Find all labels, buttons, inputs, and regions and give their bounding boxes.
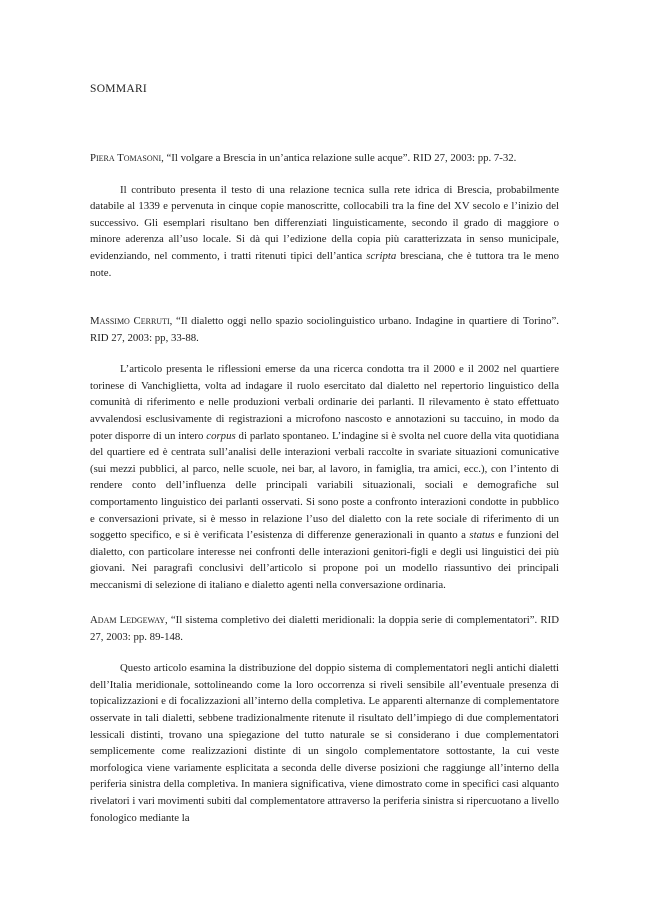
entry-citation <box>90 612 559 645</box>
entry-author: Adam Ledgeway <box>90 614 166 626</box>
abstract-text: di parlato spontaneo. L’indagine si è svolta nel cuore della vita quotidiana del quartiere ed è centrata sull’analisi delle interazioni verbali raccolte in svariate situazioni comunicative (sui mezzi pubblici, al parco, nelle scuole, nei bar, al lavoro, in famiglia, tra amici, ecc.), con l’intento di rendere conto dell’influenza delle principali variabili situazionali, sociali e demografiche sul comportamento linguistico dei parlanti osservati. Si sono poste a confronto interazioni condotte in pubblico e conversazioni private, si è messo in relazione l’uso del dialetto con la rete sociale di riferimento di un soggetto specifico, e si è verificata l’esistenza di differenze generazionali in quanto a <box>90 429 559 542</box>
entry-title-reference: , “Il sistema completivo dei dialetti meridionali: la doppia serie di complementatori”. RID 27, 2003: pp. 89-148. <box>90 614 560 643</box>
entry-abstract <box>90 660 559 826</box>
italic-term: corpus <box>206 429 236 442</box>
summary-entry-3 <box>90 612 559 826</box>
entry-citation <box>90 313 559 346</box>
entry-abstract <box>90 361 559 593</box>
abstract-text: Questo articolo esamina la distribuzione del doppio sistema di complementatori negli antichi dialetti dell’Italia meridionale, sottolineando come la loro occorrenza si riveli sensibile all’eventuale presenza di topicalizzazioni e di focalizzazioni all’interno della completiva. Le apparenti alternanze di complementatore osservate in tali dialetti, sebbene tradizionalmente ritenute il risultato dell’impiego di due complementatori lessicali distinti, trovano una spiegazione del tutto naturale se si considerano i due complementatori semplicemente come realizzazioni distinte di un singolo complementatore sottostante, la cui veste morfologica viene variamente esplicitata a seconda delle diverse posizioni che raggiunge all’interno della periferia sinistra della completiva. In maniera significativa, viene dimostrato come in specifici casi alquanto rivelatori i vari movimenti subiti dal complementatore attraverso la periferia sinistra si ripercuotano a livello fonologico mediante la <box>90 662 559 824</box>
entry-title-reference: , “Il volgare a Brescia in un’antica relazione sulle acque”. RID 27, 2003: pp. 7-32. <box>161 152 517 164</box>
abstract-text: bresciana, che è tuttora tra le meno note. <box>90 249 560 279</box>
entry-author: Piera Tomasoni <box>90 152 162 164</box>
summary-entry-1 <box>90 150 559 281</box>
summary-entry-2 <box>90 313 559 594</box>
entry-citation <box>90 150 559 167</box>
entry-author: Massimo Cerruti <box>90 315 170 327</box>
entry-title-reference: , “Il dialetto oggi nello spazio sociolinguistico urbano. Indagine in quartiere di Torino”. RID 27, 2003: pp, 33-88. <box>90 315 559 344</box>
italic-term: status <box>469 529 495 542</box>
entry-abstract <box>90 182 559 282</box>
abstract-text: e funzioni del dialetto, con particolare interesse nei confronti delle interazioni genitori-figli e degli usi linguistici dei più giovani. Nei paragrafi conclusivi dell’articolo si propone poi un modello riassuntivo dei principali meccanismi di selezione di italiano e dialetto agenti nella conversazione ordinaria. <box>90 529 560 591</box>
abstract-text: L’articolo presenta le riflessioni emerse da una ricerca condotta tra il 2000 e il 2002 nel quartiere torinese di Vanchiglietta, volta ad indagare il ruolo esercitato dal dialetto nel repertorio linguistico della comunità di riferimento e nelle produzioni verbali ordinarie dei parlanti. Il rilevamento è stato effettuato avvalendosi esclusivamente di registrazioni a microfono nascosto e annotazioni su taccuino, in modo da poter disporre di un intero <box>90 363 559 442</box>
abstract-text: Il contributo presenta il testo di una relazione tecnica sulla rete idrica di Brescia, probabilmente databile al 1339 e pervenuta in cinque copie manoscritte, collocabili tra la fine del XV secolo e l’inizio del successivo. Gli esemplari risultano ben differenziati linguisticamente, secondo il grado di maggiore o minore aderenza all’uso locale. Si dà qui l’edizione della copia più caratterizzata in senso municipale, evidenziando, nel commento, i tratti ritenuti tipici dell’antica <box>90 183 559 262</box>
italic-term: scripta <box>366 249 397 262</box>
section-heading: SOMMARI <box>90 83 148 95</box>
